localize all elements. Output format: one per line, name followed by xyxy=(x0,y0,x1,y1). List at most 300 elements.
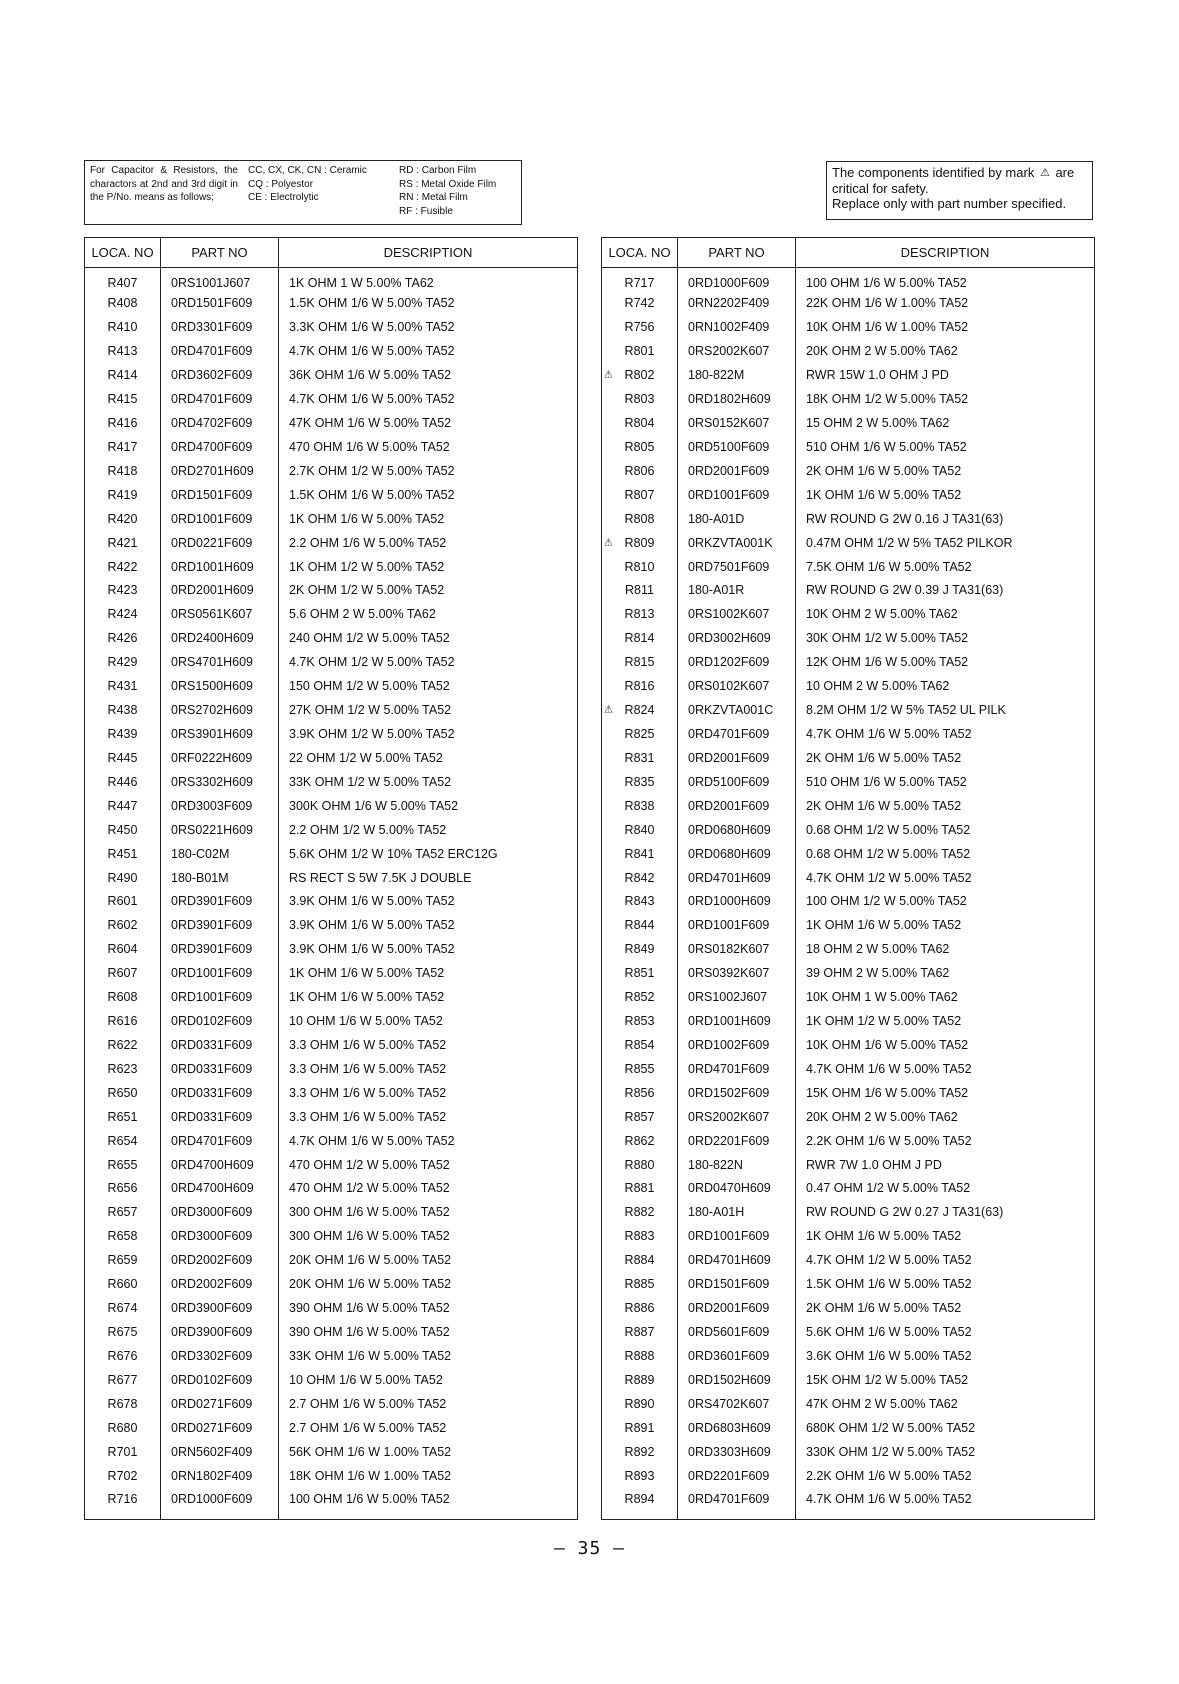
location-number: R650 xyxy=(107,1085,138,1100)
table-row xyxy=(602,387,1095,411)
cell-part-no: 0RD1000H609 xyxy=(678,889,796,913)
location-number: R680 xyxy=(107,1420,138,1435)
cell-description: 0.68 OHM 1/2 W 5.00% TA52 xyxy=(796,818,1095,842)
cell-loca-no xyxy=(85,698,161,722)
location-number: R678 xyxy=(107,1396,138,1411)
cell-description: RW ROUND G 2W 0.39 J TA31(63) xyxy=(796,578,1095,602)
location-number: R894 xyxy=(624,1492,655,1507)
table-row xyxy=(602,1129,1095,1153)
location-number: R407 xyxy=(107,275,138,290)
table-row xyxy=(85,1416,578,1440)
location-number: R880 xyxy=(624,1157,655,1172)
cell-description: 2K OHM 1/6 W 5.00% TA52 xyxy=(796,794,1095,818)
table-row xyxy=(85,1224,578,1248)
safety-notice-text-before: The components identified by mark xyxy=(832,165,1035,180)
cell-loca-no xyxy=(85,889,161,913)
cell-loca-no xyxy=(85,1320,161,1344)
table-row xyxy=(85,507,578,531)
cell-loca-no xyxy=(85,507,161,531)
table-row xyxy=(602,1248,1095,1272)
cell-part-no: 0RD0680H609 xyxy=(678,818,796,842)
cell-part-no: 0RD0271F609 xyxy=(161,1416,279,1440)
location-number: R439 xyxy=(107,726,138,741)
cell-loca-no xyxy=(85,1129,161,1153)
cell-description: 4.7K OHM 1/6 W 5.00% TA52 xyxy=(796,1488,1095,1512)
cell-loca-no xyxy=(602,1129,678,1153)
cell-part-no: 0RD3901F609 xyxy=(161,913,279,937)
cell-description: 330K OHM 1/2 W 5.00% TA52 xyxy=(796,1440,1095,1464)
table-row xyxy=(602,626,1095,650)
safety-notice xyxy=(826,161,1093,220)
legend-capacitor-code: CC, CX, CK, CN : Ceramic xyxy=(248,165,367,176)
cell-part-no: 0RD1001F609 xyxy=(161,985,279,1009)
table-row xyxy=(602,459,1095,483)
cell-loca-no xyxy=(602,1057,678,1081)
cell-part-no: 0RD4701F609 xyxy=(678,1057,796,1081)
cell-description: 5.6K OHM 1/2 W 10% TA52 ERC12G xyxy=(279,842,578,866)
cell-part-no: 0RD2201F609 xyxy=(678,1464,796,1488)
cell-description: 3.3 OHM 1/6 W 5.00% TA52 xyxy=(279,1081,578,1105)
cell-loca-no xyxy=(602,889,678,913)
cell-part-no: 0RKZVTA001C xyxy=(678,698,796,722)
location-number: R451 xyxy=(107,846,138,861)
location-number: R892 xyxy=(624,1444,655,1459)
cell-loca-no xyxy=(85,1296,161,1320)
location-number: R655 xyxy=(107,1157,138,1172)
location-number: R885 xyxy=(624,1277,655,1292)
location-number: R622 xyxy=(107,1037,138,1052)
table-row xyxy=(602,1344,1095,1368)
location-number: R889 xyxy=(624,1372,655,1387)
cell-part-no: 0RD3602F609 xyxy=(161,363,279,387)
cell-part-no: 0RD0331F609 xyxy=(161,1105,279,1129)
cell-description: 33K OHM 1/6 W 5.00% TA52 xyxy=(279,1344,578,1368)
location-number: R742 xyxy=(624,296,655,311)
table-row xyxy=(85,1081,578,1105)
cell-part-no: 0RD0331F609 xyxy=(161,1081,279,1105)
table-row xyxy=(85,626,578,650)
cell-loca-no xyxy=(602,507,678,531)
cell-description: 2K OHM 1/6 W 5.00% TA52 xyxy=(796,459,1095,483)
cell-description: 33K OHM 1/2 W 5.00% TA52 xyxy=(279,770,578,794)
location-number: R422 xyxy=(107,559,138,574)
table-row xyxy=(85,1248,578,1272)
location-number: R660 xyxy=(107,1277,138,1292)
cell-part-no: 0RD4701H609 xyxy=(678,1248,796,1272)
table-row xyxy=(602,866,1095,890)
cell-part-no: 0RD3302F609 xyxy=(161,1344,279,1368)
table-row xyxy=(602,507,1095,531)
cell-part-no: 0RS0182K607 xyxy=(678,937,796,961)
cell-description: 1K OHM 1 W 5.00% TA62 xyxy=(279,268,578,292)
table-row xyxy=(602,913,1095,937)
table-row xyxy=(85,698,578,722)
table-row xyxy=(602,268,1095,292)
cell-part-no: 0RD3303H609 xyxy=(678,1440,796,1464)
table-row xyxy=(85,674,578,698)
table-row xyxy=(85,483,578,507)
cell-loca-no xyxy=(602,291,678,315)
cell-loca-no xyxy=(602,1296,678,1320)
cell-part-no: 0RD1001F609 xyxy=(161,961,279,985)
cell-loca-no xyxy=(602,1320,678,1344)
location-number: R658 xyxy=(107,1229,138,1244)
cell-loca-no xyxy=(602,1200,678,1224)
table-row xyxy=(602,1105,1095,1129)
table-row xyxy=(85,578,578,602)
table-row xyxy=(602,746,1095,770)
cell-part-no: 0RD0470H609 xyxy=(678,1177,796,1201)
cell-description: 300 OHM 1/6 W 5.00% TA52 xyxy=(279,1224,578,1248)
location-number: R888 xyxy=(624,1348,655,1363)
location-number: R446 xyxy=(107,774,138,789)
part-number-legend xyxy=(84,160,522,225)
table-row xyxy=(602,1320,1095,1344)
cell-loca-no xyxy=(85,985,161,1009)
cell-loca-no xyxy=(85,483,161,507)
location-number: R806 xyxy=(624,463,655,478)
location-number: R835 xyxy=(624,774,655,789)
cell-loca-no xyxy=(85,1200,161,1224)
cell-part-no: 0RS0152K607 xyxy=(678,411,796,435)
location-number: R843 xyxy=(624,894,655,909)
location-number: R408 xyxy=(107,296,138,311)
location-number: R431 xyxy=(107,679,138,694)
cell-description: 2.2K OHM 1/6 W 5.00% TA52 xyxy=(796,1129,1095,1153)
location-number: R418 xyxy=(107,463,138,478)
cell-description: 18K OHM 1/6 W 1.00% TA52 xyxy=(279,1464,578,1488)
cell-loca-no xyxy=(85,339,161,363)
table-row xyxy=(602,1464,1095,1488)
cell-description: 15K OHM 1/6 W 5.00% TA52 xyxy=(796,1081,1095,1105)
cell-loca-no xyxy=(602,531,678,555)
table-row xyxy=(602,435,1095,459)
location-number: R815 xyxy=(624,655,655,670)
cell-part-no: 0RD1002F609 xyxy=(678,1033,796,1057)
table-row xyxy=(85,842,578,866)
cell-loca-no xyxy=(602,268,678,292)
cell-description: 2.7 OHM 1/6 W 5.00% TA52 xyxy=(279,1392,578,1416)
cell-part-no: 0RD0102F609 xyxy=(161,1009,279,1033)
cell-description: 20K OHM 1/6 W 5.00% TA52 xyxy=(279,1248,578,1272)
table-row xyxy=(85,1033,578,1057)
table-row xyxy=(85,1344,578,1368)
table-row xyxy=(602,555,1095,579)
cell-part-no: 0RD1001H609 xyxy=(678,1009,796,1033)
cell-loca-no xyxy=(85,459,161,483)
location-number: R849 xyxy=(624,942,655,957)
cell-description: 1K OHM 1/2 W 5.00% TA52 xyxy=(796,1009,1095,1033)
cell-description: 1.5K OHM 1/6 W 5.00% TA52 xyxy=(796,1272,1095,1296)
spacer-cell xyxy=(602,1511,678,1519)
cell-description: 1K OHM 1/6 W 5.00% TA52 xyxy=(279,507,578,531)
location-number: R854 xyxy=(624,1037,655,1052)
location-number: R421 xyxy=(107,535,138,550)
cell-description: 300 OHM 1/6 W 5.00% TA52 xyxy=(279,1200,578,1224)
cell-loca-no xyxy=(602,339,678,363)
cell-description: RS RECT S 5W 7.5K J DOUBLE xyxy=(279,866,578,890)
location-number: R429 xyxy=(107,655,138,670)
location-number: R884 xyxy=(624,1253,655,1268)
table-row xyxy=(602,339,1095,363)
table-row xyxy=(85,889,578,913)
location-number: R856 xyxy=(624,1085,655,1100)
table-row xyxy=(85,531,578,555)
cell-loca-no xyxy=(85,1368,161,1392)
header-description: DESCRIPTION xyxy=(279,238,578,268)
table-row xyxy=(602,698,1095,722)
cell-loca-no xyxy=(602,1464,678,1488)
cell-part-no: 0RD1502F609 xyxy=(678,1081,796,1105)
location-number: R813 xyxy=(624,607,655,622)
location-number: R802 xyxy=(624,368,655,383)
cell-part-no: 0RD3000F609 xyxy=(161,1200,279,1224)
location-number: R623 xyxy=(107,1061,138,1076)
cell-loca-no xyxy=(85,842,161,866)
cell-description: 470 OHM 1/2 W 5.00% TA52 xyxy=(279,1153,578,1177)
cell-description: 3.3 OHM 1/6 W 5.00% TA52 xyxy=(279,1033,578,1057)
cell-loca-no xyxy=(85,722,161,746)
table-row xyxy=(602,578,1095,602)
cell-loca-no xyxy=(602,363,678,387)
cell-part-no: 0RN1802F409 xyxy=(161,1464,279,1488)
cell-description: 47K OHM 2 W 5.00% TA62 xyxy=(796,1392,1095,1416)
cell-part-no: 0RD1802H609 xyxy=(678,387,796,411)
location-number: R677 xyxy=(107,1372,138,1387)
cell-part-no: 0RD0102F609 xyxy=(161,1368,279,1392)
location-number: R656 xyxy=(107,1181,138,1196)
location-number: R410 xyxy=(107,320,138,335)
cell-part-no: 0RS0561K607 xyxy=(161,602,279,626)
cell-part-no: 180-B01M xyxy=(161,866,279,890)
cell-description: 4.7K OHM 1/6 W 5.00% TA52 xyxy=(796,1057,1095,1081)
cell-loca-no xyxy=(602,985,678,1009)
location-number: R602 xyxy=(107,918,138,933)
cell-loca-no xyxy=(602,1105,678,1129)
cell-part-no: 0RD4700H609 xyxy=(161,1177,279,1201)
cell-part-no: 0RD1001F609 xyxy=(678,483,796,507)
cell-description: 0.47M OHM 1/2 W 5% TA52 PILKOR xyxy=(796,531,1095,555)
cell-description: 5.6K OHM 1/6 W 5.00% TA52 xyxy=(796,1320,1095,1344)
location-number: R608 xyxy=(107,990,138,1005)
cell-loca-no xyxy=(85,435,161,459)
cell-part-no: 0RD2001F609 xyxy=(678,459,796,483)
cell-loca-no xyxy=(85,1488,161,1512)
cell-part-no: 0RD3002H609 xyxy=(678,626,796,650)
location-number: R851 xyxy=(624,966,655,981)
cell-description: 3.6K OHM 1/6 W 5.00% TA52 xyxy=(796,1344,1095,1368)
table-row xyxy=(85,1009,578,1033)
cell-loca-no xyxy=(602,387,678,411)
cell-description: 2.7 OHM 1/6 W 5.00% TA52 xyxy=(279,1416,578,1440)
cell-part-no: 0RS4702K607 xyxy=(678,1392,796,1416)
cell-part-no: 0RS1500H609 xyxy=(161,674,279,698)
table-row xyxy=(602,1440,1095,1464)
table-row xyxy=(85,1177,578,1201)
cell-description: 22 OHM 1/2 W 5.00% TA52 xyxy=(279,746,578,770)
cell-description: 12K OHM 1/6 W 5.00% TA52 xyxy=(796,650,1095,674)
cell-description: 18K OHM 1/2 W 5.00% TA52 xyxy=(796,387,1095,411)
table-header-row xyxy=(85,238,578,268)
table-row xyxy=(85,770,578,794)
cell-part-no: 0RD0331F609 xyxy=(161,1033,279,1057)
cell-description: 10K OHM 1/6 W 1.00% TA52 xyxy=(796,315,1095,339)
table-row xyxy=(85,339,578,363)
location-number: R654 xyxy=(107,1133,138,1148)
cell-part-no: 0RD3900F609 xyxy=(161,1320,279,1344)
cell-loca-no xyxy=(602,1416,678,1440)
location-number: R490 xyxy=(107,870,138,885)
cell-description: 2.2 OHM 1/6 W 5.00% TA52 xyxy=(279,531,578,555)
cell-loca-no xyxy=(85,411,161,435)
cell-loca-no xyxy=(85,1009,161,1033)
cell-loca-no xyxy=(85,1248,161,1272)
cell-part-no: 0RS0221H609 xyxy=(161,818,279,842)
cell-part-no: 0RD4701F609 xyxy=(678,1488,796,1512)
cell-description: 36K OHM 1/6 W 5.00% TA52 xyxy=(279,363,578,387)
cell-part-no: 0RD3000F609 xyxy=(161,1224,279,1248)
table-row xyxy=(85,1200,578,1224)
cell-loca-no xyxy=(602,722,678,746)
table-row xyxy=(85,1057,578,1081)
header-part-no: PART NO xyxy=(678,238,796,268)
table-bottom-spacer xyxy=(602,1511,1095,1519)
cell-loca-no xyxy=(602,435,678,459)
location-number: R853 xyxy=(624,1014,655,1029)
legend-capacitor-codes xyxy=(238,164,393,221)
legend-intro: For Capacitor & Resistors, the charactors at 2nd and 3rd digit in the P/No. means as follows; xyxy=(90,165,238,203)
cell-description: 100 OHM 1/6 W 5.00% TA52 xyxy=(279,1488,578,1512)
cell-part-no: 0RD0271F609 xyxy=(161,1392,279,1416)
table-row xyxy=(85,937,578,961)
cell-part-no: 180-C02M xyxy=(161,842,279,866)
table-row xyxy=(602,1057,1095,1081)
legend-resistor-code: RF : Fusible xyxy=(399,205,453,217)
cell-description: 4.7K OHM 1/2 W 5.00% TA52 xyxy=(796,866,1095,890)
cell-part-no: 0RS3901H609 xyxy=(161,722,279,746)
table-row xyxy=(602,674,1095,698)
cell-loca-no xyxy=(85,1464,161,1488)
location-number: R651 xyxy=(107,1109,138,1124)
location-number: R450 xyxy=(107,822,138,837)
table-row xyxy=(85,961,578,985)
table-row xyxy=(602,1009,1095,1033)
cell-loca-no xyxy=(85,602,161,626)
cell-part-no: 0RD3601F609 xyxy=(678,1344,796,1368)
cell-loca-no xyxy=(85,291,161,315)
cell-loca-no xyxy=(602,937,678,961)
cell-description: 39 OHM 2 W 5.00% TA62 xyxy=(796,961,1095,985)
table-row xyxy=(85,866,578,890)
cell-description: 15 OHM 2 W 5.00% TA62 xyxy=(796,411,1095,435)
cell-loca-no xyxy=(85,818,161,842)
safety-warning-icon: ⚠ xyxy=(604,537,613,549)
cell-description: 3.3K OHM 1/6 W 5.00% TA52 xyxy=(279,315,578,339)
location-number: R716 xyxy=(107,1492,138,1507)
table-row xyxy=(85,291,578,315)
cell-description: 1K OHM 1/6 W 5.00% TA52 xyxy=(796,913,1095,937)
location-number: R756 xyxy=(624,320,655,335)
cell-description: 0.68 OHM 1/2 W 5.00% TA52 xyxy=(796,842,1095,866)
table-row xyxy=(85,1368,578,1392)
table-row xyxy=(602,937,1095,961)
location-number: R420 xyxy=(107,511,138,526)
cell-part-no: 0RD1501F609 xyxy=(161,291,279,315)
table-row xyxy=(602,650,1095,674)
legend-resistor-code: RD : Carbon Film xyxy=(399,165,477,176)
cell-description: 8.2M OHM 1/2 W 5% TA52 UL PILK xyxy=(796,698,1095,722)
location-number: R855 xyxy=(624,1061,655,1076)
spacer-cell xyxy=(279,1511,578,1519)
location-number: R659 xyxy=(107,1253,138,1268)
cell-part-no: 0RD1501F609 xyxy=(161,483,279,507)
cell-part-no: 180-A01D xyxy=(678,507,796,531)
cell-description: 680K OHM 1/2 W 5.00% TA52 xyxy=(796,1416,1095,1440)
table-row xyxy=(85,722,578,746)
cell-loca-no xyxy=(85,913,161,937)
cell-description: 4.7K OHM 1/6 W 5.00% TA52 xyxy=(279,387,578,411)
cell-part-no: 0RS2002K607 xyxy=(678,339,796,363)
cell-loca-no xyxy=(85,555,161,579)
cell-part-no: 180-822N xyxy=(678,1153,796,1177)
table-row xyxy=(85,459,578,483)
location-number: R424 xyxy=(107,607,138,622)
location-number: R809 xyxy=(624,535,655,550)
cell-loca-no xyxy=(602,1344,678,1368)
cell-loca-no xyxy=(85,1153,161,1177)
header-loca-no: LOCA. NO xyxy=(602,238,678,268)
cell-description: 4.7K OHM 1/6 W 5.00% TA52 xyxy=(279,1129,578,1153)
cell-part-no: 0RS1001J607 xyxy=(161,268,279,292)
cell-part-no: 0RS3302H609 xyxy=(161,770,279,794)
cell-description: 1.5K OHM 1/6 W 5.00% TA52 xyxy=(279,291,578,315)
safety-notice-text-after: are critical for safety. xyxy=(832,165,1075,196)
table-row xyxy=(602,291,1095,315)
table-row xyxy=(602,1296,1095,1320)
cell-loca-no xyxy=(602,1248,678,1272)
location-number: R657 xyxy=(107,1205,138,1220)
location-number: R426 xyxy=(107,631,138,646)
location-number: R702 xyxy=(107,1468,138,1483)
location-number: R676 xyxy=(107,1348,138,1363)
legend-resistor-codes xyxy=(393,164,516,221)
cell-part-no: 0RD2001F609 xyxy=(678,794,796,818)
cell-loca-no xyxy=(602,842,678,866)
cell-part-no: 0RD4701F609 xyxy=(161,1129,279,1153)
cell-description: 22K OHM 1/6 W 1.00% TA52 xyxy=(796,291,1095,315)
cell-description: 390 OHM 1/6 W 5.00% TA52 xyxy=(279,1296,578,1320)
cell-part-no: 0RD2002F609 xyxy=(161,1248,279,1272)
table-row xyxy=(602,842,1095,866)
cell-part-no: 0RD4702F609 xyxy=(161,411,279,435)
safety-notice-line2: Replace only with part number specified. xyxy=(832,196,1067,211)
cell-description: RW ROUND G 2W 0.27 J TA31(63) xyxy=(796,1200,1095,1224)
cell-loca-no xyxy=(602,770,678,794)
header-part-no: PART NO xyxy=(161,238,279,268)
cell-loca-no xyxy=(602,602,678,626)
location-number: R841 xyxy=(624,846,655,861)
table-row xyxy=(85,650,578,674)
cell-description: 2.7K OHM 1/2 W 5.00% TA52 xyxy=(279,459,578,483)
cell-part-no: 180-A01R xyxy=(678,578,796,602)
table-row xyxy=(602,818,1095,842)
cell-part-no: 0RD5100F609 xyxy=(678,435,796,459)
table-row xyxy=(602,985,1095,1009)
table-row xyxy=(602,1081,1095,1105)
location-number: R881 xyxy=(624,1181,655,1196)
location-number: R601 xyxy=(107,894,138,909)
cell-loca-no xyxy=(85,961,161,985)
